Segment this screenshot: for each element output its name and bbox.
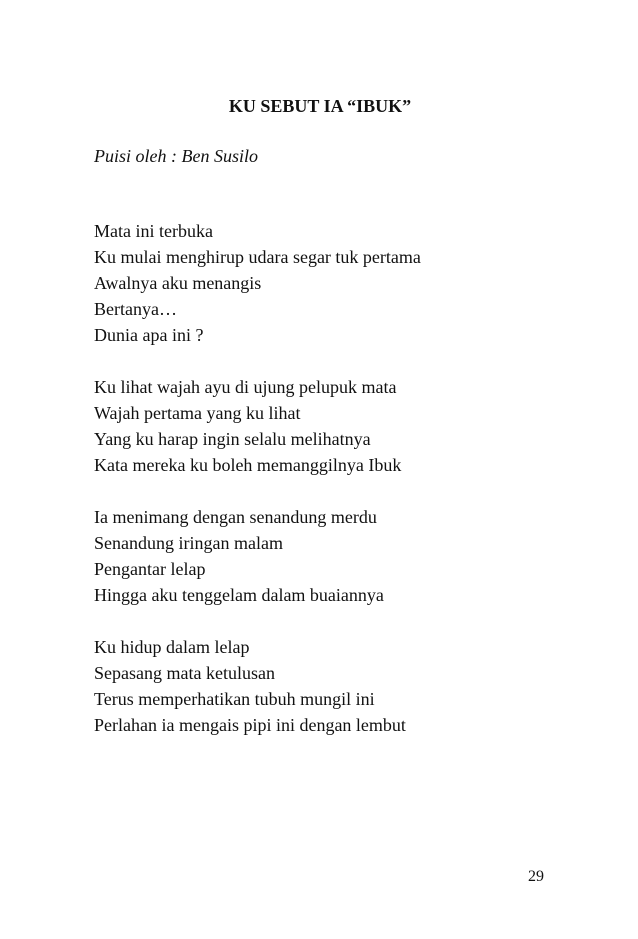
- poem-line: Ku hidup dalam lelap: [94, 637, 250, 657]
- poem-line: Wajah pertama yang ku lihat: [94, 403, 301, 423]
- stanza-3: [94, 504, 554, 608]
- poem-line: Awalnya aku menangis: [94, 273, 262, 293]
- poem-title: KU SEBUT IA “IBUK”: [228, 96, 412, 116]
- stanza-4: [94, 634, 554, 738]
- poem-line: Terus memperhatikan tubuh mungil ini: [94, 689, 375, 709]
- stanza-1: [94, 218, 554, 348]
- poem-line: Ku lihat wajah ayu di ujung pelupuk mata: [94, 377, 397, 397]
- page-number: 29: [528, 868, 544, 885]
- poem-line: Sepasang mata ketulusan: [94, 663, 275, 683]
- poem-line: Yang ku harap ingin selalu melihatnya: [94, 429, 371, 449]
- poem-line: Ku mulai menghirup udara segar tuk pertama: [94, 247, 421, 267]
- poem-author: Puisi oleh : Ben Susilo: [94, 146, 258, 166]
- poem-line: Mata ini terbuka: [94, 221, 213, 241]
- poem-body: [94, 218, 554, 764]
- poem-line: Bertanya…: [94, 299, 177, 319]
- poem-line: Dunia apa ini ?: [94, 325, 204, 345]
- poem-line: Pengantar lelap: [94, 559, 206, 579]
- stanza-2: [94, 374, 554, 478]
- poem-line: Ia menimang dengan senandung merdu: [94, 507, 377, 527]
- poem-line: Hingga aku tenggelam dalam buaiannya: [94, 585, 384, 605]
- poem-line: Perlahan ia mengais pipi ini dengan lembut: [94, 715, 406, 735]
- poem-line: Kata mereka ku boleh memanggilnya Ibuk: [94, 455, 402, 475]
- poem-line: Senandung iringan malam: [94, 533, 283, 553]
